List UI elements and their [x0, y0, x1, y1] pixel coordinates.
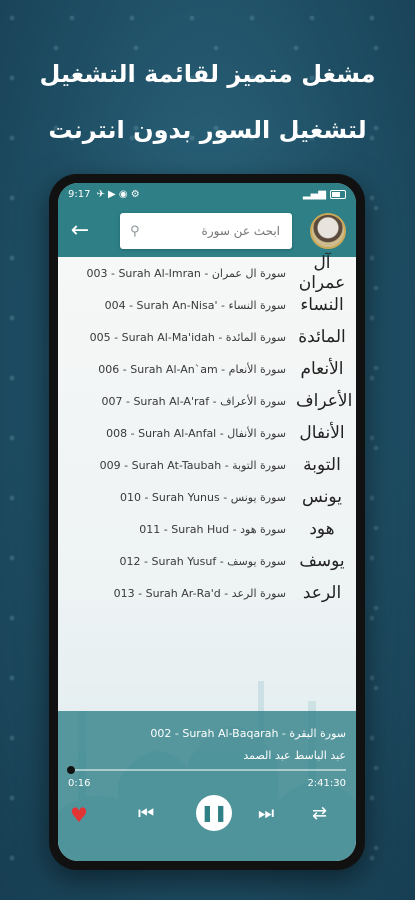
search-icon: ⚲ — [130, 223, 140, 239]
list-item[interactable] — [58, 481, 356, 513]
surah-calligraphy: الأنفال — [299, 423, 345, 443]
total-time: 2:41:30 — [307, 778, 346, 789]
list-item[interactable] — [58, 289, 356, 321]
audio-player — [58, 711, 356, 861]
list-item[interactable] — [58, 353, 356, 385]
search-input[interactable] — [158, 223, 282, 239]
pause-icon[interactable]: ❚❚ — [196, 795, 232, 831]
battery-icon — [330, 190, 346, 199]
reciter-avatar[interactable] — [310, 213, 346, 249]
surah-title: 003 - Surah Al-Imran - سورة ال عمران — [86, 266, 286, 280]
progress-bar[interactable] — [68, 769, 346, 771]
list-item[interactable] — [58, 253, 356, 293]
list-item[interactable] — [58, 417, 356, 449]
surah-title: 004 - Surah An-Nisa' - سورة النساء — [104, 298, 286, 312]
headline-line-1: مشغل متميز لقائمة التشغيل — [39, 60, 376, 88]
surah-calligraphy: المائدة — [298, 327, 346, 347]
surah-calligraphy: آل عمران — [298, 253, 346, 293]
app-bar — [58, 205, 356, 257]
back-arrow-icon[interactable]: ← — [70, 218, 90, 243]
repeat-icon[interactable]: ⇄ — [312, 803, 328, 824]
status-bar — [58, 183, 356, 205]
surah-title: 013 - Surah Ar-Ra'd - سورة الرعد — [113, 586, 286, 600]
surah-calligraphy: الرعد — [302, 583, 342, 603]
status-time: 9:17 — [68, 188, 91, 200]
surah-title: 011 - Surah Hud - سورة هود — [139, 522, 286, 536]
headline-line-2: لتشغيل السور بدون انترنت — [48, 116, 367, 144]
list-item[interactable] — [58, 449, 356, 481]
surah-title: 007 - Surah Al-A'raf - سورة الأعراف — [101, 394, 286, 408]
surah-title: 008 - Surah Al-Anfal - سورة الأنفال — [106, 426, 286, 440]
surah-calligraphy: هود — [309, 519, 335, 539]
surah-title: 009 - Surah At-Taubah - سورة التوبة — [99, 458, 286, 472]
heart-icon[interactable]: ♥ — [70, 803, 88, 827]
surah-calligraphy: يونس — [302, 487, 342, 507]
player-controls — [58, 795, 356, 835]
list-item[interactable] — [58, 385, 356, 417]
surah-calligraphy: الأعراف — [296, 391, 353, 411]
list-item[interactable] — [58, 577, 356, 609]
surah-title: 005 - Surah Al-Ma'idah - سورة المائدة — [89, 330, 286, 344]
surah-list — [58, 253, 356, 861]
surah-title: 010 - Surah Yunus - سورة يونس — [119, 490, 286, 504]
signal-icon: ▂▄▆ — [302, 188, 326, 200]
app-screen — [58, 183, 356, 861]
progress-knob[interactable] — [67, 766, 75, 774]
previous-icon[interactable]: ⏮ — [138, 803, 155, 824]
list-rows — [58, 253, 356, 609]
status-icons: ✈ ▶ ◉ ⚙ — [96, 188, 140, 200]
search-box[interactable] — [120, 213, 292, 249]
list-item[interactable] — [58, 321, 356, 353]
now-playing-title: 002 - Surah Al-Baqarah - سورة البقرة — [150, 727, 346, 740]
current-time: 0:16 — [68, 778, 91, 789]
list-item[interactable] — [58, 545, 356, 577]
list-item[interactable] — [58, 513, 356, 545]
surah-calligraphy: يوسف — [299, 551, 345, 571]
now-playing-reciter: عبد الباسط عبد الصمد — [243, 749, 346, 762]
next-icon[interactable]: ⏭ — [258, 803, 275, 824]
surah-calligraphy: النساء — [300, 295, 344, 315]
surah-title: 012 - Surah Yusuf - سورة يوسف — [119, 554, 286, 568]
surah-calligraphy: التوبة — [303, 455, 341, 475]
surah-title: 006 - Surah Al-An`am - سورة الأنعام — [98, 362, 286, 376]
surah-calligraphy: الأنعام — [300, 359, 344, 379]
phone-frame — [49, 174, 365, 870]
